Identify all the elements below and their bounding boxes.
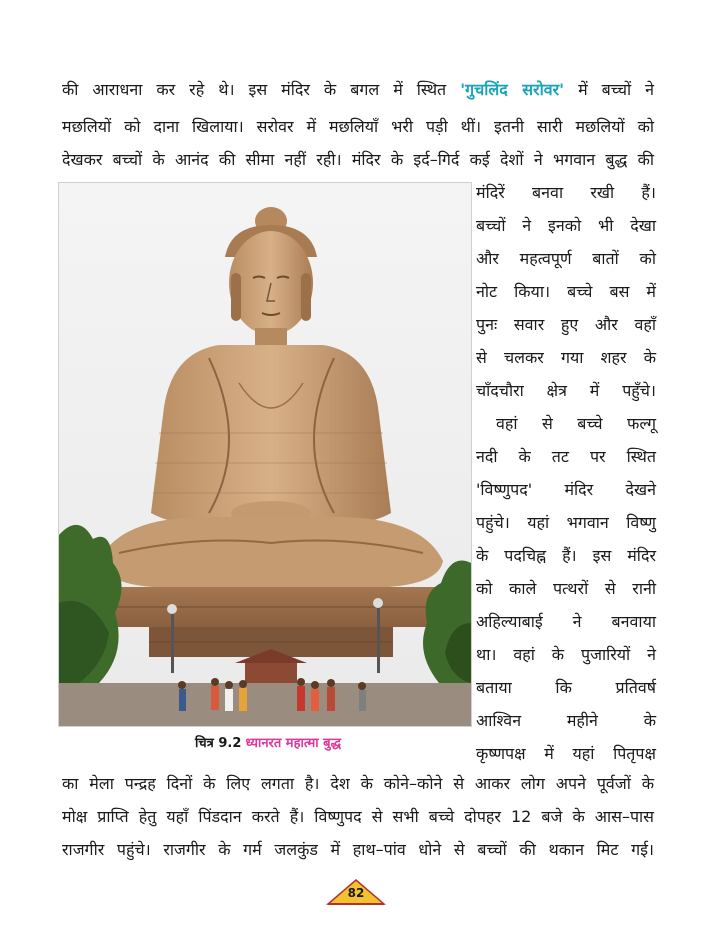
right-column-line-4: नोट किया। बच्चे बस में: [476, 282, 656, 301]
line-1-end: में बच्चों ने: [564, 80, 655, 99]
line-1-start: की आराधना कर रहे थे। इस मंदिर के बगल में स्थित: [62, 80, 461, 99]
buddha-statue-photo: [58, 182, 472, 727]
right-column-line-3: और महत्वपूर्ण बातों को: [476, 249, 656, 268]
right-column-line-9: नदी के तट पर स्थित: [476, 447, 656, 466]
figure-caption-text: ध्यानरत महात्मा बुद्ध: [245, 736, 341, 751]
figure-caption: [62, 735, 474, 753]
paragraph-line-1: [62, 80, 654, 100]
right-column-line-12: के पदचिह्न हैं। इस मंदिर: [476, 546, 656, 565]
gucalind-sarovar-highlight: 'गुचलिंद सरोवर': [460, 80, 565, 99]
paragraph-line-3: देखकर बच्चों के आनंद की सीमा नहीं रही। मंदिर के इर्द–गिर्द कई देशों ने भगवान बुद्ध की: [62, 150, 654, 169]
figure-caption-label: चित्र 9.2: [195, 736, 242, 751]
right-column-line-16: बताया कि प्रतिवर्ष: [476, 678, 656, 697]
right-column-line-1: मंदिरें बनवा रखी हैं।: [476, 183, 656, 202]
right-column-line-15: था। वहां के पुजारियों ने: [476, 645, 656, 664]
paragraph-line-bottom-1: का मेला पन्द्रह दिनों के लिए लगता है। देश के कोने–कोने से आकर लोग अपने पूर्वजों के: [62, 774, 654, 793]
right-column-line-13: को काले पत्थरों से रानी: [476, 579, 656, 598]
paragraph-line-bottom-3: राजगीर पहुंचे। राजगीर के गर्म जलकुंड में हाथ–पांव धोने से बच्चों की थकान मिट गई।: [62, 840, 654, 859]
paragraph-line-bottom-2: मोक्ष प्राप्ति हेतु यहाँ पिंडदान करते हैं। विष्णुपद से सभी बच्चे दोपहर 12 बजे के आस–पास: [62, 807, 654, 826]
page-number-badge: [326, 878, 386, 906]
right-column-line-10: 'विष्णुपद' मंदिर देखने: [476, 480, 656, 499]
right-column-line-11: पहुंचे। यहां भगवान विष्णु: [476, 513, 656, 532]
paragraph-line-2: मछलियों को दाना खिलाया। सरोवर में मछलियाँ भरी पड़ी थीं। इतनी सारी मछलियों को: [62, 117, 654, 136]
right-column-line-14: अहिल्याबाई ने बनवाया: [476, 612, 656, 631]
right-column-line-8: वहां से बच्चे फल्गू: [496, 414, 656, 433]
right-column-line-5: पुनः सवार हुए और वहाँ: [476, 315, 656, 334]
right-column-line-2: बच्चों ने इनको भी देखा: [476, 216, 656, 235]
right-column-line-7: चाँदचौरा क्षेत्र में पहुँचे।: [476, 381, 656, 400]
right-column-line-17: आश्विन महीने के: [476, 711, 656, 730]
page-number: 82: [347, 886, 365, 900]
right-column-line-18: कृष्णपक्ष में यहां पितृपक्ष: [476, 744, 656, 763]
right-column-line-6: से चलकर गया शहर के: [476, 348, 656, 367]
